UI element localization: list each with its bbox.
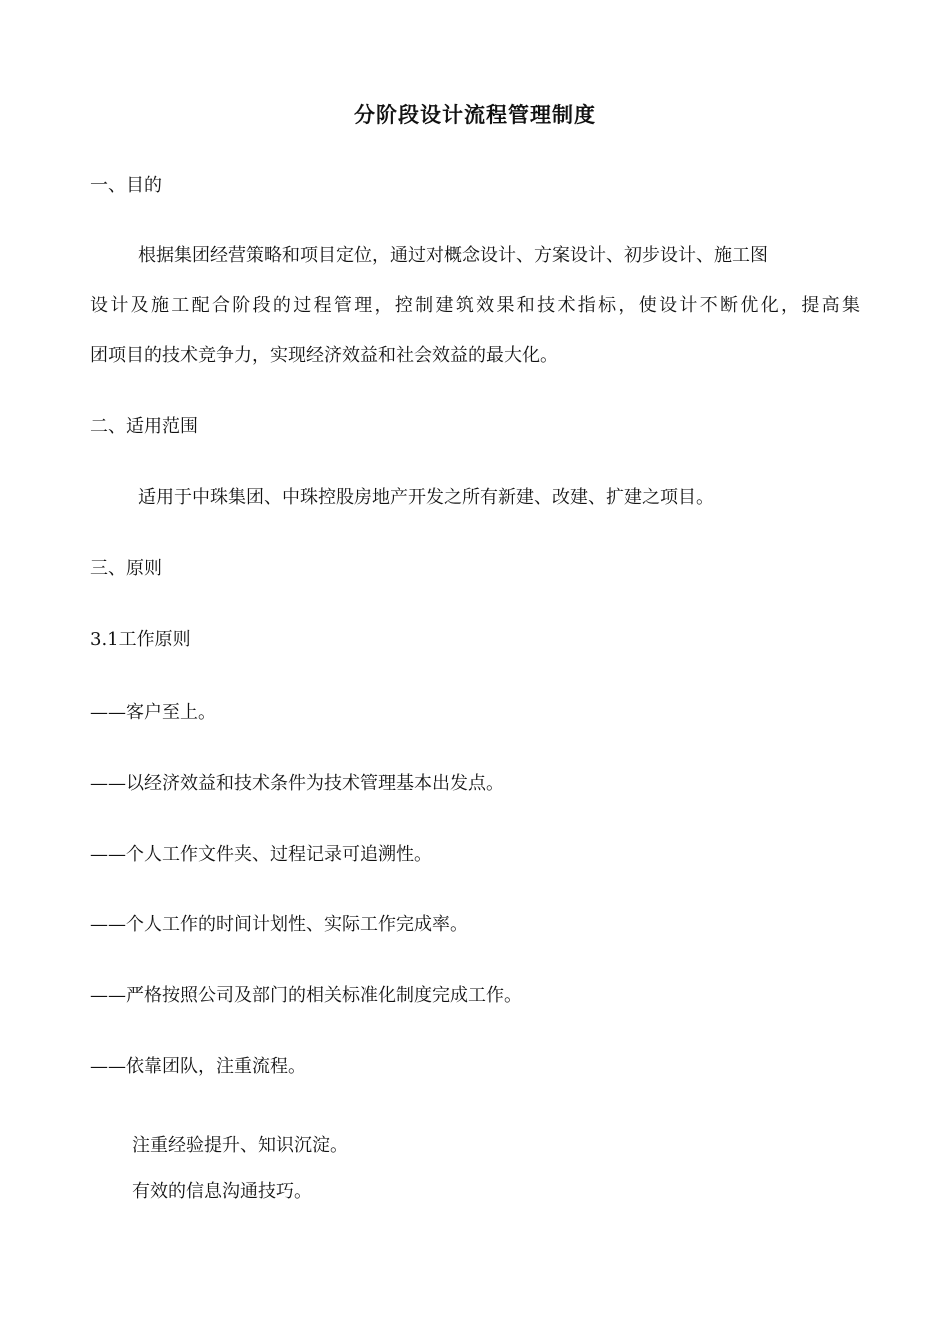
principle-note-2: 有效的信息沟通技巧。 [132, 1181, 312, 1202]
section-heading-principles: 三、原则 [90, 558, 162, 579]
purpose-paragraph-line-1: 根据集团经营策略和项目定位，通过对概念设计、方案设计、初步设计、施工图 [138, 245, 768, 266]
principle-item-4: ——个人工作的时间计划性、实际工作完成率。 [90, 914, 468, 935]
section-heading-purpose: 一、目的 [90, 175, 162, 196]
principle-item-5: ——严格按照公司及部门的相关标准化制度完成工作。 [90, 985, 522, 1006]
purpose-paragraph-line-2: 设计及施工配合阶段的过程管理，控制建筑效果和技术指标，使设计不断优化，提高集 [90, 295, 860, 316]
principle-item-1: ——客户至上。 [90, 702, 216, 723]
purpose-paragraph-line-3: 团项目的技术竞争力，实现经济效益和社会效益的最大化。 [90, 345, 558, 366]
principle-item-3: ——个人工作文件夹、过程记录可追溯性。 [90, 844, 432, 865]
principle-note-1: 注重经验提升、知识沉淀。 [132, 1135, 348, 1156]
subsection-heading-work-principles: 3.1工作原则 [90, 629, 191, 650]
document-title: 分阶段设计流程管理制度 [354, 103, 596, 127]
principle-item-2: ——以经济效益和技术条件为技术管理基本出发点。 [90, 773, 504, 794]
principle-item-6: ——依靠团队，注重流程。 [90, 1056, 306, 1077]
section-heading-scope: 二、适用范围 [90, 416, 198, 437]
scope-paragraph: 适用于中珠集团、中珠控股房地产开发之所有新建、改建、扩建之项目。 [138, 487, 714, 508]
